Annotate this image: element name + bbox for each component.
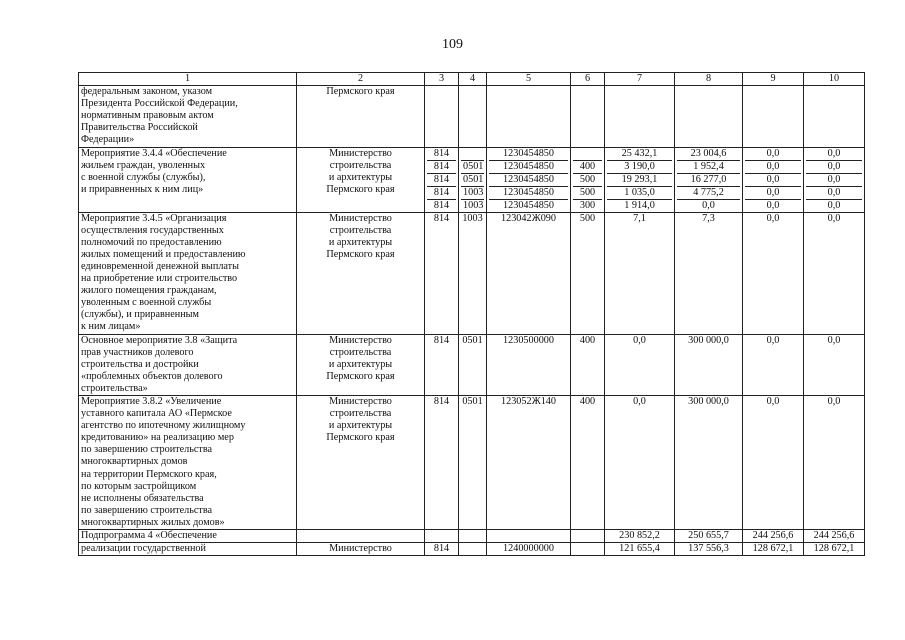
sub-line-value: 500 <box>573 173 602 186</box>
sub-line-value: 0,0 <box>745 173 801 186</box>
executor-cell <box>297 147 425 212</box>
activity-name-line: Мероприятие 3.4.4 «Обеспечение <box>81 147 227 159</box>
activity-name-line: нормативным правовым актом <box>81 110 214 122</box>
executor-line: Пермского края <box>326 248 395 260</box>
sub-line-value: 1230454850 <box>489 160 568 173</box>
value-cell-c7: 230 852,2 <box>605 530 675 543</box>
value-cell-c5 <box>487 530 571 543</box>
activity-name-line: многоквартирных жилых домов» <box>81 516 225 528</box>
activity-name-line: и приравненных к ним лиц» <box>81 183 204 195</box>
activity-name-line: по завершению строительства <box>81 444 213 456</box>
value-cell-c9: 128 672,1 <box>743 543 804 556</box>
sub-line-value: 1230454850 <box>489 186 568 199</box>
sub-line-value: 0,0 <box>745 199 801 212</box>
activity-name-line: полномочий по предоставлению <box>81 236 222 248</box>
activity-name-line: Основное мероприятие 3.8 «Защита <box>81 334 238 346</box>
sub-line-value: 1003 <box>463 186 484 198</box>
header-cell: 2 <box>297 73 425 86</box>
value-cell-c9 <box>743 147 804 212</box>
header-cell: 5 <box>487 73 571 86</box>
activity-name-line: многоквартирных домов <box>81 456 188 468</box>
executor-cell <box>297 395 425 529</box>
value-cell-c10: 0,0 <box>804 334 865 395</box>
activity-name-line: федеральным законом, указом <box>81 86 213 98</box>
activity-name-line: агентство по ипотечному жилищному <box>81 420 246 432</box>
activity-name-line: Президента Российской Федерации, <box>81 98 238 110</box>
activity-name-cell <box>79 395 297 529</box>
sub-line-value: 300 <box>573 199 602 212</box>
activity-name-line: (службы), и приравненным <box>81 309 199 321</box>
executor-cell <box>297 530 425 543</box>
activity-name-line: по завершению строительства <box>81 504 213 516</box>
value-cell-c4: 1003 <box>459 212 487 334</box>
value-cell-c3: 814 <box>425 543 459 556</box>
sub-line-value: 0501 <box>463 160 484 172</box>
activity-name-line: Федерации» <box>81 134 135 146</box>
value-cell-c4: 0501 <box>459 395 487 529</box>
activity-name-cell: Подпрограмма 4 «Обеспечение <box>79 530 297 543</box>
sub-line-value <box>461 148 484 160</box>
header-cell: 3 <box>425 73 459 86</box>
sub-line-value: 0,0 <box>766 147 780 159</box>
sub-line-value: 0,0 <box>745 160 801 173</box>
value-cell-c4 <box>459 543 487 556</box>
value-cell-c8: 137 556,3 <box>675 543 743 556</box>
activity-name-line: не исполнены обязательства <box>81 492 204 504</box>
executor-line: строительства <box>329 159 392 171</box>
table-row <box>79 543 865 556</box>
activity-name-line: Правительства Российской <box>81 122 198 134</box>
table-row <box>79 530 865 543</box>
sub-line-value: 1 914,0 <box>607 199 672 212</box>
value-cell-c6: 400 <box>571 395 605 529</box>
table-row <box>79 212 865 334</box>
sub-line-value: 0501 <box>463 173 484 185</box>
sub-line-value <box>573 148 602 160</box>
value-cell-c3 <box>425 147 459 212</box>
sub-line-value: 0,0 <box>827 147 841 159</box>
value-cell-c5: 123042Ж090 <box>487 212 571 334</box>
value-cell-c3: 814 <box>425 212 459 334</box>
activity-name-line: Мероприятие 3.8.2 «Увеличение <box>81 395 222 407</box>
header-cell: 4 <box>459 73 487 86</box>
value-cell-c6: 500 <box>571 212 605 334</box>
page-number: 109 <box>442 37 463 52</box>
value-cell-c10 <box>804 147 865 212</box>
value-cell-c3 <box>425 530 459 543</box>
header-row <box>79 73 865 86</box>
activity-name-line: уставного капитала АО «Пермское <box>81 408 232 420</box>
executor-cell <box>297 334 425 395</box>
header-cell: 9 <box>743 73 804 86</box>
sub-line-value: 1230454850 <box>489 173 568 186</box>
activity-name-line: кредитованию» на реализацию мер <box>81 432 234 444</box>
activity-name-line: на территории Пермского края, <box>81 468 217 480</box>
activity-name-line: к ним лицам» <box>81 321 141 333</box>
value-cell-c7: 121 655,4 <box>605 543 675 556</box>
activity-name-line: Мероприятие 3.4.5 «Организация <box>81 212 227 224</box>
sub-line-value: 1 952,4 <box>677 160 740 173</box>
executor-line: Министерство <box>329 334 392 346</box>
executor-cell: Министерство <box>297 543 425 556</box>
executor-line: и архитектуры <box>328 420 393 432</box>
sub-line-value: 1003 <box>463 199 484 211</box>
value-cell-c4: 0501 <box>459 334 487 395</box>
value-cell-c4 <box>459 86 487 147</box>
value-cell-c9: 0,0 <box>743 212 804 334</box>
sub-line-value: 500 <box>573 186 602 199</box>
executor-line: Пермского края <box>326 183 395 195</box>
executor-line: и архитектуры <box>328 236 393 248</box>
sub-line-value: 814 <box>427 199 456 212</box>
budget-table <box>78 72 865 556</box>
activity-name-cell <box>79 86 297 147</box>
value-cell-c8: 7,3 <box>675 212 743 334</box>
sub-line-value: 814 <box>427 186 456 199</box>
executor-line: строительства <box>329 346 392 358</box>
sub-line-value: 400 <box>573 160 602 173</box>
sub-line-value: 0,0 <box>806 160 862 173</box>
value-cell-c9: 0,0 <box>743 395 804 529</box>
sub-line-value: 0,0 <box>806 186 862 199</box>
executor-line: строительства <box>329 224 392 236</box>
activity-name-line: строительства и достройки <box>81 358 199 370</box>
sub-line-value: 814 <box>427 160 456 173</box>
value-cell-c8: 300 000,0 <box>675 395 743 529</box>
value-cell-c8: 250 655,7 <box>675 530 743 543</box>
executor-line: и архитектуры <box>328 171 393 183</box>
activity-name-line: уволенным с военной службы <box>81 297 212 309</box>
header-cell: 7 <box>605 73 675 86</box>
sub-line-value: 0,0 <box>677 199 740 212</box>
sub-line-value: 1 035,0 <box>607 186 672 199</box>
value-cell-c7 <box>605 86 675 147</box>
sub-line-value: 814 <box>433 147 450 159</box>
header-cell: 8 <box>675 73 743 86</box>
activity-name-cell <box>79 334 297 395</box>
executor-line: Министерство <box>329 212 392 224</box>
executor-cell <box>297 212 425 334</box>
activity-name-cell: реализации государственной <box>79 543 297 556</box>
sub-line-value: 0,0 <box>806 173 862 186</box>
value-cell-c7: 7,1 <box>605 212 675 334</box>
table-row <box>79 334 865 395</box>
activity-name-line: «проблемных объектов долевого <box>81 370 223 382</box>
value-cell-c3: 814 <box>425 334 459 395</box>
value-cell-c10: 0,0 <box>804 395 865 529</box>
sub-line-value: 4 775,2 <box>677 186 740 199</box>
sub-line-value: 814 <box>427 173 456 186</box>
value-cell-c8 <box>675 147 743 212</box>
value-cell-c8 <box>675 86 743 147</box>
value-cell-c6 <box>571 86 605 147</box>
sub-line-value: 1230454850 <box>503 147 554 159</box>
activity-name-cell <box>79 147 297 212</box>
value-cell-c4 <box>459 147 487 212</box>
activity-name-line: жильем граждан, уволенных <box>81 159 206 171</box>
value-cell-c6 <box>571 543 605 556</box>
value-cell-c7 <box>605 147 675 212</box>
value-cell-c5: 1230500000 <box>487 334 571 395</box>
activity-name-line: единовременной денежной выплаты <box>81 260 239 272</box>
table-row <box>79 395 865 529</box>
table-row <box>79 147 865 212</box>
value-cell-c10: 0,0 <box>804 212 865 334</box>
sub-line-value: 25 432,1 <box>621 147 658 159</box>
executor-line: строительства <box>329 408 392 420</box>
activity-name-line: на приобретение или строительство <box>81 273 238 285</box>
value-cell-c9: 244 256,6 <box>743 530 804 543</box>
executor-line: Пермского края <box>326 370 395 382</box>
activity-name-line: жилых помещений и предоставлению <box>81 248 246 260</box>
executor-line: и архитектуры <box>328 358 393 370</box>
value-cell-c5 <box>487 147 571 212</box>
value-cell-c5: 123052Ж140 <box>487 395 571 529</box>
executor-line: Пермского края <box>326 86 395 98</box>
activity-name-line: строительства» <box>81 382 148 394</box>
sub-line-value: 3 190,0 <box>607 160 672 173</box>
value-cell-c7: 0,0 <box>605 395 675 529</box>
sub-line-value: 1230454850 <box>489 199 568 212</box>
sub-line-value: 19 293,1 <box>607 173 672 186</box>
sub-line-value: 16 277,0 <box>677 173 740 186</box>
activity-name-line: прав участников долевого <box>81 346 194 358</box>
value-cell-c5 <box>487 86 571 147</box>
value-cell-c9: 0,0 <box>743 334 804 395</box>
value-cell-c10: 128 672,1 <box>804 543 865 556</box>
value-cell-c6 <box>571 530 605 543</box>
executor-line: Министерство <box>329 147 392 159</box>
activity-name-cell <box>79 212 297 334</box>
sub-line-value: 0,0 <box>806 199 862 212</box>
value-cell-c4 <box>459 530 487 543</box>
activity-name-line: жилого помещения гражданам, <box>81 285 217 297</box>
header-cell: 1 <box>79 73 297 86</box>
executor-line: Министерство <box>329 395 392 407</box>
activity-name-line: с военной службы (службы), <box>81 171 206 183</box>
header-cell: 10 <box>804 73 865 86</box>
activity-name-line: осуществления государственных <box>81 224 224 236</box>
executor-cell <box>297 86 425 147</box>
value-cell-c6 <box>571 147 605 212</box>
value-cell-c10 <box>804 86 865 147</box>
activity-name-line: по которым застройщиком <box>81 480 197 492</box>
value-cell-c10: 244 256,6 <box>804 530 865 543</box>
value-cell-c9 <box>743 86 804 147</box>
value-cell-c3: 814 <box>425 395 459 529</box>
value-cell-c3 <box>425 86 459 147</box>
value-cell-c8: 300 000,0 <box>675 334 743 395</box>
table-row <box>79 86 865 147</box>
sub-line-value: 0,0 <box>745 186 801 199</box>
header-cell: 6 <box>571 73 605 86</box>
executor-line: Пермского края <box>326 432 395 444</box>
value-cell-c7: 0,0 <box>605 334 675 395</box>
sub-line-value: 23 004,6 <box>690 147 727 159</box>
value-cell-c5: 1240000000 <box>487 543 571 556</box>
value-cell-c6: 400 <box>571 334 605 395</box>
